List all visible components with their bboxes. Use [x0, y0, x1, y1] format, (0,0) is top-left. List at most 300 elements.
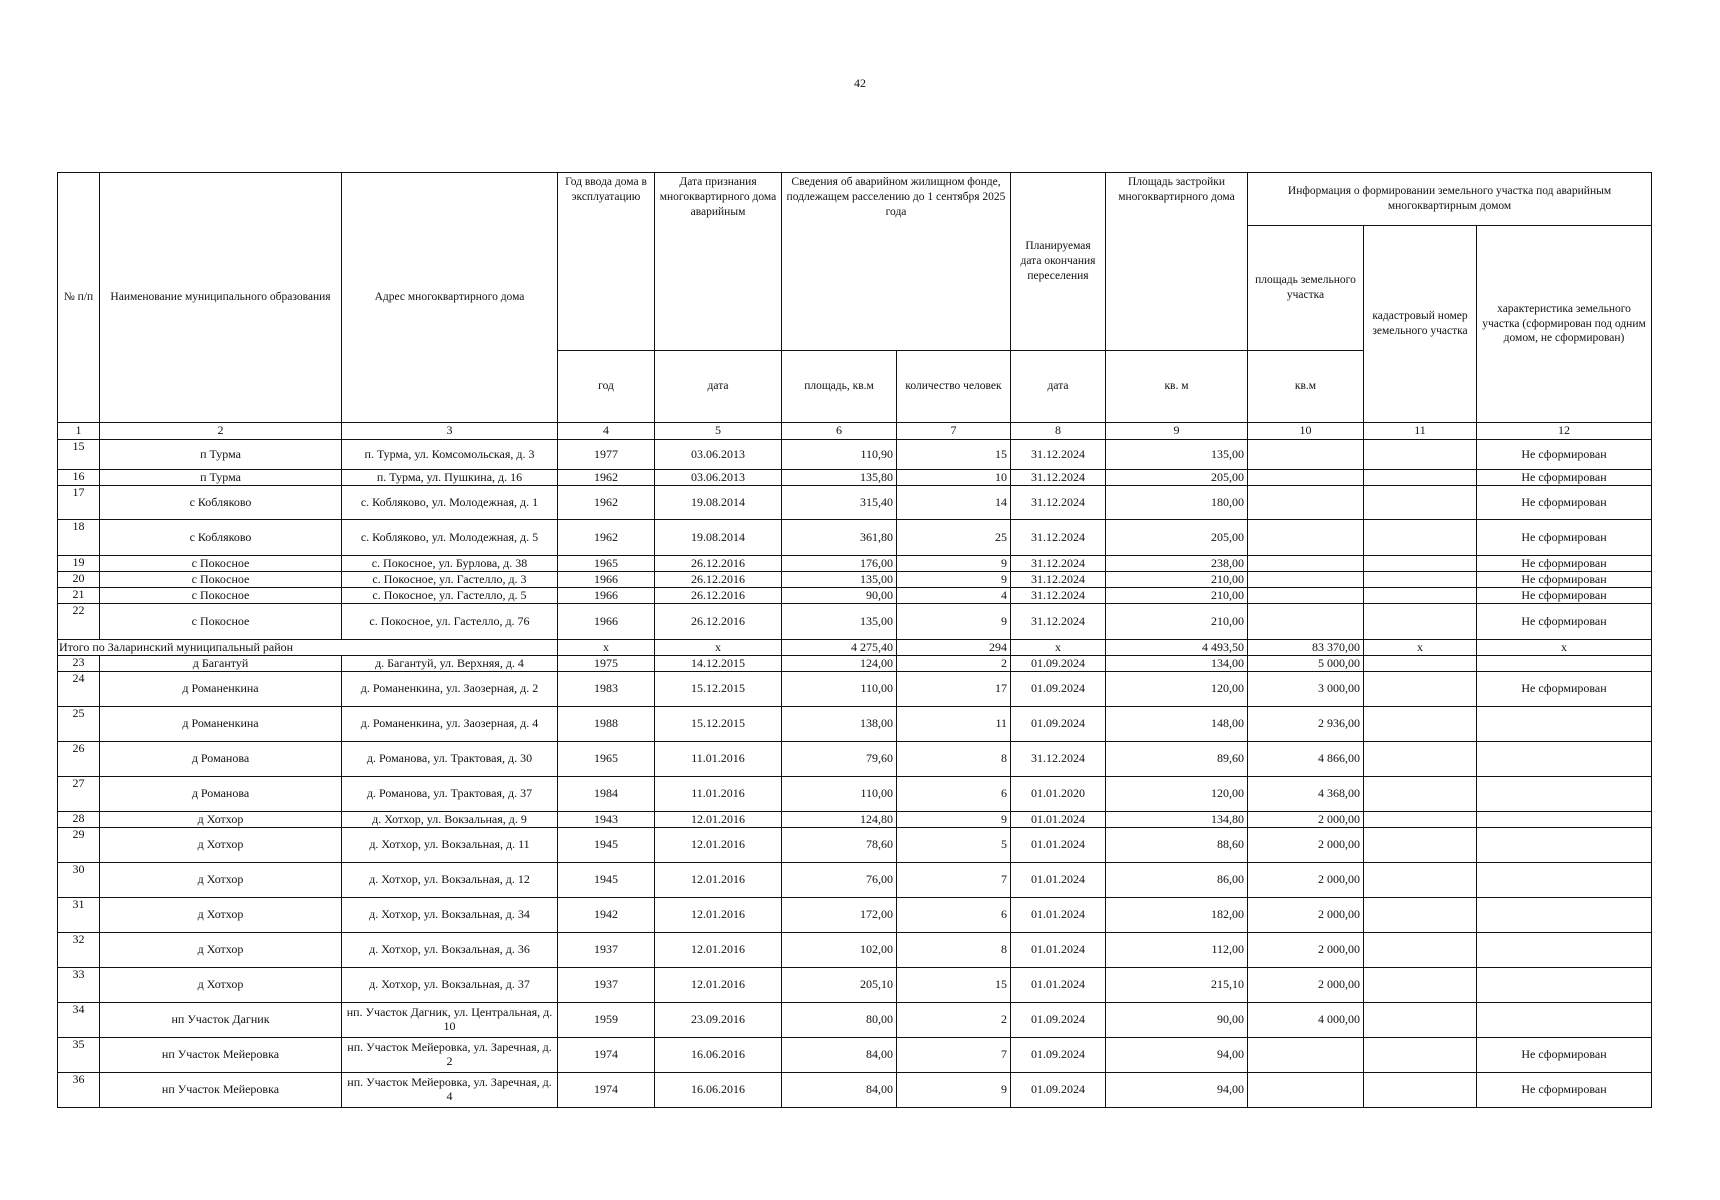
people-cell: 2 [897, 1003, 1011, 1038]
table-header [58, 173, 1652, 440]
table-row [58, 777, 1652, 812]
land-area-cell: 3 000,00 [1248, 672, 1364, 707]
municipality-cell: с Покосное [100, 556, 342, 572]
header-land-info: Информация о формировании земельного участка под аварийным многоквартирным домом [1248, 173, 1652, 226]
cadastral-cell [1364, 898, 1477, 933]
year-cell: 1974 [558, 1073, 655, 1108]
address-cell: нп. Участок Мейеровка, ул. Заречная, д. 2 [342, 1038, 558, 1073]
column-number-row [58, 423, 1652, 440]
land-area-cell: 4 000,00 [1248, 1003, 1364, 1038]
cadastral-cell [1364, 604, 1477, 640]
row-number-cell: 21 [58, 588, 100, 604]
area-cell: 205,10 [782, 968, 897, 1003]
year-cell: 1988 [558, 707, 655, 742]
total-status-cell: x [1477, 640, 1652, 656]
date-recognized-cell: 11.01.2016 [655, 777, 782, 812]
build-area-cell: 180,00 [1106, 486, 1248, 520]
municipality-cell: д Хотхор [100, 812, 342, 828]
date-recognized-cell: 03.06.2013 [655, 440, 782, 470]
address-cell: д. Романова, ул. Трактовая, д. 37 [342, 777, 558, 812]
people-cell: 9 [897, 1073, 1011, 1108]
row-number-cell: 19 [58, 556, 100, 572]
land-status-cell: Не сформирован [1477, 520, 1652, 556]
address-cell: д. Хотхор, ул. Вокзальная, д. 11 [342, 828, 558, 863]
planned-date-cell: 31.12.2024 [1011, 588, 1106, 604]
land-status-cell [1477, 742, 1652, 777]
year-cell: 1974 [558, 1038, 655, 1073]
address-cell: д. Хотхор, ул. Вокзальная, д. 34 [342, 898, 558, 933]
people-cell: 7 [897, 863, 1011, 898]
header-build-area: Площадь застройки многоквартирного дома [1106, 173, 1248, 351]
land-status-cell: Не сформирован [1477, 470, 1652, 486]
address-cell: с. Кобляково, ул. Молодежная, д. 5 [342, 520, 558, 556]
year-cell: 1945 [558, 828, 655, 863]
cadastral-cell [1364, 863, 1477, 898]
row-number-cell: 20 [58, 572, 100, 588]
build-area-cell: 210,00 [1106, 588, 1248, 604]
area-cell: 78,60 [782, 828, 897, 863]
municipality-cell: п Турма [100, 440, 342, 470]
people-cell: 9 [897, 812, 1011, 828]
header-municipality: Наименование муниципального образования [100, 173, 342, 423]
column-number-cell: 1 [58, 423, 100, 440]
area-cell: 102,00 [782, 933, 897, 968]
address-cell: с. Кобляково, ул. Молодежная, д. 1 [342, 486, 558, 520]
year-cell: 1966 [558, 588, 655, 604]
area-cell: 110,00 [782, 672, 897, 707]
land-area-cell [1248, 486, 1364, 520]
total-label: Итого по Заларинский муниципальный район [58, 640, 558, 656]
table-row [58, 486, 1652, 520]
build-area-cell: 94,00 [1106, 1073, 1248, 1108]
area-cell: 80,00 [782, 1003, 897, 1038]
date-recognized-cell: 12.01.2016 [655, 863, 782, 898]
address-cell: нп. Участок Мейеровка, ул. Заречная, д. 4 [342, 1073, 558, 1108]
municipality-cell: д Багантуй [100, 656, 342, 672]
cadastral-cell [1364, 470, 1477, 486]
date-recognized-cell: 15.12.2015 [655, 707, 782, 742]
planned-date-cell: 31.12.2024 [1011, 572, 1106, 588]
cadastral-cell [1364, 933, 1477, 968]
area-cell: 135,80 [782, 470, 897, 486]
land-area-cell [1248, 1073, 1364, 1108]
column-number-cell: 9 [1106, 423, 1248, 440]
address-cell: п. Турма, ул. Комсомольская, д. 3 [342, 440, 558, 470]
planned-date-cell: 01.09.2024 [1011, 1038, 1106, 1073]
table-row [58, 470, 1652, 486]
table-row [58, 968, 1652, 1003]
municipality-cell: с Покосное [100, 572, 342, 588]
table-row [58, 742, 1652, 777]
planned-date-cell: 01.09.2024 [1011, 672, 1106, 707]
address-cell: д. Романенкина, ул. Заозерная, д. 4 [342, 707, 558, 742]
year-cell: 1937 [558, 933, 655, 968]
cadastral-cell [1364, 520, 1477, 556]
address-cell: д. Романова, ул. Трактовая, д. 30 [342, 742, 558, 777]
year-cell: 1977 [558, 440, 655, 470]
cadastral-cell [1364, 777, 1477, 812]
total-plan-cell: x [1011, 640, 1106, 656]
table-row [58, 1003, 1652, 1038]
address-cell: д. Хотхор, ул. Вокзальная, д. 9 [342, 812, 558, 828]
land-status-cell [1477, 828, 1652, 863]
build-area-cell: 205,00 [1106, 470, 1248, 486]
header-emergency-fund: Сведения об аварийном жилищном фонде, подлежащем расселению до 1 сентября 2025 года [782, 173, 1011, 351]
land-status-cell [1477, 707, 1652, 742]
address-cell: нп. Участок Дагник, ул. Центральная, д. 10 [342, 1003, 558, 1038]
build-area-cell: 88,60 [1106, 828, 1248, 863]
area-cell: 79,60 [782, 742, 897, 777]
area-cell: 84,00 [782, 1073, 897, 1108]
table-row [58, 812, 1652, 828]
column-number-cell: 8 [1011, 423, 1106, 440]
year-cell: 1937 [558, 968, 655, 1003]
land-status-cell [1477, 777, 1652, 812]
build-area-cell: 134,00 [1106, 656, 1248, 672]
cadastral-cell [1364, 556, 1477, 572]
header-year: Год ввода дома в эксплуатацию [558, 173, 655, 351]
planned-date-cell: 01.09.2024 [1011, 707, 1106, 742]
people-cell: 17 [897, 672, 1011, 707]
people-cell: 25 [897, 520, 1011, 556]
header-unit-land-sqm: кв.м [1248, 351, 1364, 423]
area-cell: 124,00 [782, 656, 897, 672]
table-row [58, 1073, 1652, 1108]
people-cell: 7 [897, 1038, 1011, 1073]
header-land-characteristic: характеристика земельного участка (сформирован под одним домом, не сформирован) [1477, 226, 1652, 423]
total-people-cell: 294 [897, 640, 1011, 656]
date-recognized-cell: 12.01.2016 [655, 828, 782, 863]
table-row [58, 1038, 1652, 1073]
address-cell: с. Покосное, ул. Гастелло, д. 5 [342, 588, 558, 604]
land-area-cell [1248, 556, 1364, 572]
planned-date-cell: 31.12.2024 [1011, 440, 1106, 470]
build-area-cell: 90,00 [1106, 1003, 1248, 1038]
row-number-cell: 17 [58, 486, 100, 520]
cadastral-cell [1364, 707, 1477, 742]
land-status-cell [1477, 656, 1652, 672]
date-recognized-cell: 03.06.2013 [655, 470, 782, 486]
total-build-area-cell: 4 493,50 [1106, 640, 1248, 656]
header-date-recognized: Дата признания многоквартирного дома аварийным [655, 173, 782, 351]
year-cell: 1966 [558, 572, 655, 588]
header-unit-plan-date: дата [1011, 351, 1106, 423]
address-cell: п. Турма, ул. Пушкина, д. 16 [342, 470, 558, 486]
land-area-cell [1248, 1038, 1364, 1073]
municipality-cell: нп Участок Дагник [100, 1003, 342, 1038]
date-recognized-cell: 26.12.2016 [655, 588, 782, 604]
land-area-cell [1248, 604, 1364, 640]
area-cell: 84,00 [782, 1038, 897, 1073]
planned-date-cell: 01.01.2024 [1011, 828, 1106, 863]
header-cadastral: кадастровый номер земельного участка [1364, 226, 1477, 423]
table-row [58, 604, 1652, 640]
date-recognized-cell: 26.12.2016 [655, 556, 782, 572]
people-cell: 6 [897, 898, 1011, 933]
year-cell: 1959 [558, 1003, 655, 1038]
planned-date-cell: 01.09.2024 [1011, 1003, 1106, 1038]
land-status-cell: Не сформирован [1477, 572, 1652, 588]
planned-date-cell: 01.09.2024 [1011, 656, 1106, 672]
address-cell: д. Романенкина, ул. Заозерная, д. 2 [342, 672, 558, 707]
cadastral-cell [1364, 486, 1477, 520]
land-area-cell: 5 000,00 [1248, 656, 1364, 672]
people-cell: 8 [897, 933, 1011, 968]
build-area-cell: 210,00 [1106, 604, 1248, 640]
build-area-cell: 120,00 [1106, 672, 1248, 707]
year-cell: 1962 [558, 470, 655, 486]
cadastral-cell [1364, 1038, 1477, 1073]
land-area-cell [1248, 440, 1364, 470]
cadastral-cell [1364, 1003, 1477, 1038]
date-recognized-cell: 14.12.2015 [655, 656, 782, 672]
year-cell: 1965 [558, 742, 655, 777]
land-area-cell [1248, 520, 1364, 556]
build-area-cell: 120,00 [1106, 777, 1248, 812]
municipality-cell: нп Участок Мейеровка [100, 1073, 342, 1108]
land-area-cell: 2 000,00 [1248, 828, 1364, 863]
row-number-cell: 35 [58, 1038, 100, 1073]
cadastral-cell [1364, 968, 1477, 1003]
area-cell: 135,00 [782, 572, 897, 588]
people-cell: 2 [897, 656, 1011, 672]
land-area-cell: 2 000,00 [1248, 812, 1364, 828]
address-cell: д. Хотхор, ул. Вокзальная, д. 36 [342, 933, 558, 968]
table-row [58, 656, 1652, 672]
land-area-cell: 2 000,00 [1248, 898, 1364, 933]
build-area-cell: 215,10 [1106, 968, 1248, 1003]
date-recognized-cell: 26.12.2016 [655, 572, 782, 588]
area-cell: 110,00 [782, 777, 897, 812]
land-area-cell: 2 000,00 [1248, 933, 1364, 968]
date-recognized-cell: 23.09.2016 [655, 1003, 782, 1038]
municipality-cell: д Романова [100, 777, 342, 812]
header-num: № п/п [58, 173, 100, 423]
column-number-cell: 5 [655, 423, 782, 440]
column-number-cell: 4 [558, 423, 655, 440]
header-unit-date: дата [655, 351, 782, 423]
area-cell: 135,00 [782, 604, 897, 640]
land-area-cell [1248, 572, 1364, 588]
build-area-cell: 182,00 [1106, 898, 1248, 933]
address-cell: с. Покосное, ул. Гастелло, д. 76 [342, 604, 558, 640]
row-number-cell: 29 [58, 828, 100, 863]
municipality-cell: с Покосное [100, 604, 342, 640]
table-row [58, 588, 1652, 604]
planned-date-cell: 31.12.2024 [1011, 486, 1106, 520]
table-row [58, 933, 1652, 968]
land-status-cell: Не сформирован [1477, 588, 1652, 604]
year-cell: 1984 [558, 777, 655, 812]
municipality-cell: д Хотхор [100, 968, 342, 1003]
people-cell: 15 [897, 440, 1011, 470]
header-land-area: площадь земельного участка [1248, 226, 1364, 351]
people-cell: 11 [897, 707, 1011, 742]
address-cell: с. Покосное, ул. Бурлова, д. 38 [342, 556, 558, 572]
land-area-cell [1248, 588, 1364, 604]
table-row [58, 672, 1652, 707]
land-status-cell: Не сформирован [1477, 604, 1652, 640]
area-cell: 138,00 [782, 707, 897, 742]
land-status-cell [1477, 933, 1652, 968]
planned-date-cell: 01.09.2024 [1011, 1073, 1106, 1108]
column-number-cell: 11 [1364, 423, 1477, 440]
land-status-cell [1477, 1003, 1652, 1038]
header-unit-sqm: кв. м [1106, 351, 1248, 423]
build-area-cell: 205,00 [1106, 520, 1248, 556]
address-cell: д. Хотхор, ул. Вокзальная, д. 37 [342, 968, 558, 1003]
municipality-cell: д Романенкина [100, 707, 342, 742]
date-recognized-cell: 12.01.2016 [655, 812, 782, 828]
row-number-cell: 22 [58, 604, 100, 640]
planned-date-cell: 01.01.2020 [1011, 777, 1106, 812]
land-status-cell [1477, 968, 1652, 1003]
planned-date-cell: 01.01.2024 [1011, 968, 1106, 1003]
cadastral-cell [1364, 588, 1477, 604]
municipality-cell: с Кобляково [100, 520, 342, 556]
build-area-cell: 135,00 [1106, 440, 1248, 470]
table-row [58, 707, 1652, 742]
table-row [58, 572, 1652, 588]
table-row [58, 898, 1652, 933]
build-area-cell: 238,00 [1106, 556, 1248, 572]
emergency-housing-table [57, 172, 1652, 1108]
land-area-cell: 2 000,00 [1248, 968, 1364, 1003]
date-recognized-cell: 12.01.2016 [655, 898, 782, 933]
column-number-cell: 10 [1248, 423, 1364, 440]
year-cell: 1966 [558, 604, 655, 640]
municipality-cell: с Кобляково [100, 486, 342, 520]
municipality-cell: д Романенкина [100, 672, 342, 707]
land-status-cell: Не сформирован [1477, 1073, 1652, 1108]
land-status-cell: Не сформирован [1477, 1038, 1652, 1073]
row-number-cell: 33 [58, 968, 100, 1003]
planned-date-cell: 01.01.2024 [1011, 933, 1106, 968]
area-cell: 172,00 [782, 898, 897, 933]
table-row [58, 863, 1652, 898]
land-area-cell: 4 866,00 [1248, 742, 1364, 777]
municipality-cell: д Хотхор [100, 828, 342, 863]
area-cell: 90,00 [782, 588, 897, 604]
people-cell: 10 [897, 470, 1011, 486]
people-cell: 8 [897, 742, 1011, 777]
column-number-cell: 3 [342, 423, 558, 440]
row-number-cell: 34 [58, 1003, 100, 1038]
planned-date-cell: 31.12.2024 [1011, 520, 1106, 556]
land-area-cell: 2 936,00 [1248, 707, 1364, 742]
cadastral-cell [1364, 812, 1477, 828]
date-recognized-cell: 19.08.2014 [655, 486, 782, 520]
header-unit-area: площадь, кв.м [782, 351, 897, 423]
address-cell: с. Покосное, ул. Гастелло, д. 3 [342, 572, 558, 588]
year-cell: 1962 [558, 486, 655, 520]
area-cell: 315,40 [782, 486, 897, 520]
year-cell: 1983 [558, 672, 655, 707]
date-recognized-cell: 12.01.2016 [655, 968, 782, 1003]
land-status-cell [1477, 898, 1652, 933]
total-date-cell: x [655, 640, 782, 656]
row-number-cell: 26 [58, 742, 100, 777]
column-number-cell: 6 [782, 423, 897, 440]
total-land-area-cell: 83 370,00 [1248, 640, 1364, 656]
total-row [58, 640, 1652, 656]
date-recognized-cell: 15.12.2015 [655, 672, 782, 707]
cadastral-cell [1364, 742, 1477, 777]
area-cell: 110,90 [782, 440, 897, 470]
header-address: Адрес многоквартирного дома [342, 173, 558, 423]
row-number-cell: 23 [58, 656, 100, 672]
planned-date-cell: 31.12.2024 [1011, 470, 1106, 486]
planned-date-cell: 01.01.2024 [1011, 812, 1106, 828]
row-number-cell: 32 [58, 933, 100, 968]
people-cell: 6 [897, 777, 1011, 812]
total-year-cell: x [558, 640, 655, 656]
planned-date-cell: 01.01.2024 [1011, 863, 1106, 898]
row-number-cell: 36 [58, 1073, 100, 1108]
planned-date-cell: 31.12.2024 [1011, 556, 1106, 572]
total-area-cell: 4 275,40 [782, 640, 897, 656]
cadastral-cell [1364, 672, 1477, 707]
cadastral-cell [1364, 572, 1477, 588]
row-number-cell: 16 [58, 470, 100, 486]
date-recognized-cell: 16.06.2016 [655, 1073, 782, 1108]
municipality-cell: д Хотхор [100, 863, 342, 898]
planned-date-cell: 01.01.2024 [1011, 898, 1106, 933]
year-cell: 1945 [558, 863, 655, 898]
column-number-cell: 2 [100, 423, 342, 440]
people-cell: 14 [897, 486, 1011, 520]
people-cell: 9 [897, 572, 1011, 588]
area-cell: 176,00 [782, 556, 897, 572]
date-recognized-cell: 16.06.2016 [655, 1038, 782, 1073]
year-cell: 1942 [558, 898, 655, 933]
build-area-cell: 210,00 [1106, 572, 1248, 588]
row-number-cell: 18 [58, 520, 100, 556]
municipality-cell: д Хотхор [100, 898, 342, 933]
page-number: 42 [854, 76, 866, 90]
row-number-cell: 31 [58, 898, 100, 933]
column-number-cell: 7 [897, 423, 1011, 440]
area-cell: 124,80 [782, 812, 897, 828]
land-status-cell: Не сформирован [1477, 556, 1652, 572]
date-recognized-cell: 26.12.2016 [655, 604, 782, 640]
cadastral-cell [1364, 1073, 1477, 1108]
date-recognized-cell: 11.01.2016 [655, 742, 782, 777]
header-unit-people: количество человек [897, 351, 1011, 423]
cadastral-cell [1364, 440, 1477, 470]
land-area-cell: 2 000,00 [1248, 863, 1364, 898]
row-number-cell: 15 [58, 440, 100, 470]
header-unit-year: год [558, 351, 655, 423]
land-status-cell [1477, 812, 1652, 828]
date-recognized-cell: 12.01.2016 [655, 933, 782, 968]
year-cell: 1943 [558, 812, 655, 828]
municipality-cell: д Романова [100, 742, 342, 777]
municipality-cell: нп Участок Мейеровка [100, 1038, 342, 1073]
address-cell: д. Хотхор, ул. Вокзальная, д. 12 [342, 863, 558, 898]
municipality-cell: д Хотхор [100, 933, 342, 968]
build-area-cell: 134,80 [1106, 812, 1248, 828]
address-cell: д. Багантуй, ул. Верхняя, д. 4 [342, 656, 558, 672]
year-cell: 1962 [558, 520, 655, 556]
municipality-cell: с Покосное [100, 588, 342, 604]
table-row [58, 556, 1652, 572]
land-status-cell [1477, 863, 1652, 898]
people-cell: 5 [897, 828, 1011, 863]
planned-date-cell: 31.12.2024 [1011, 604, 1106, 640]
land-area-cell: 4 368,00 [1248, 777, 1364, 812]
people-cell: 9 [897, 604, 1011, 640]
